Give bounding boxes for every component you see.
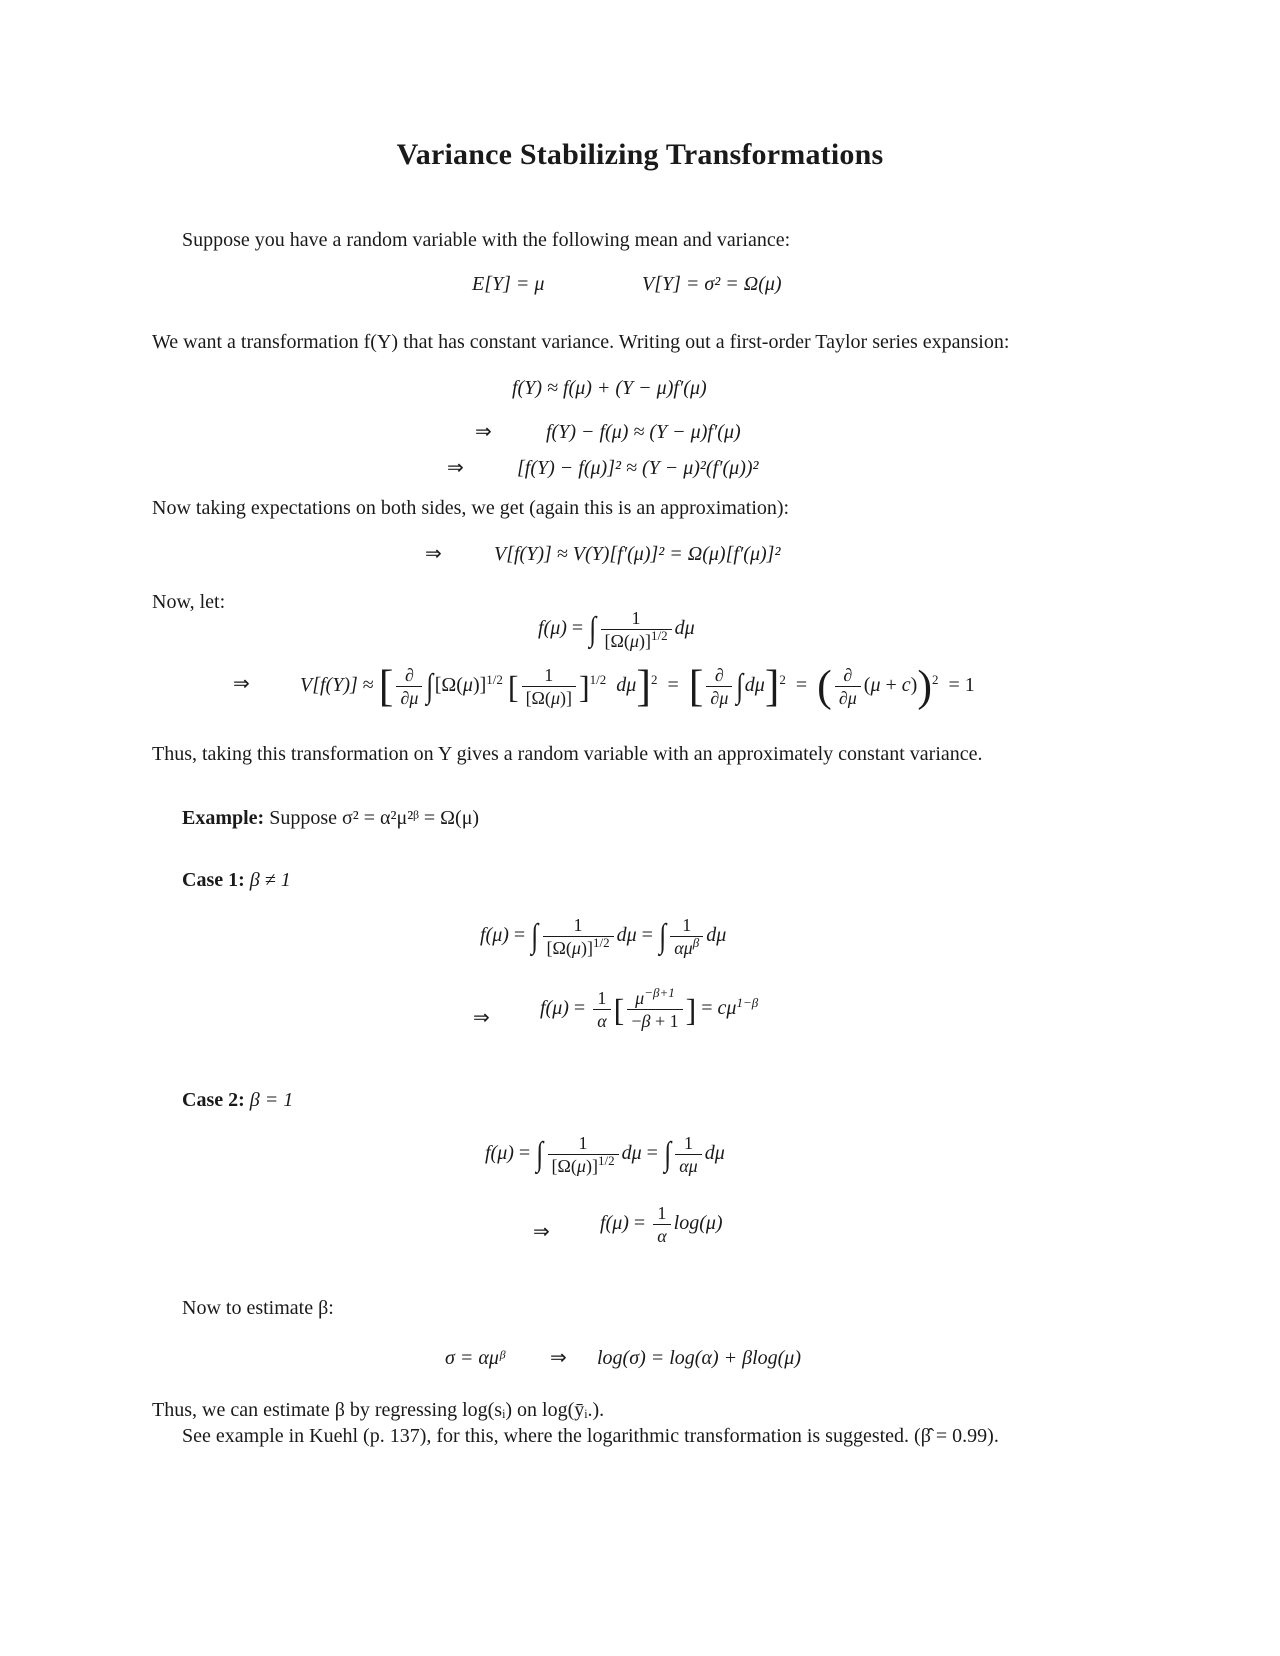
implies-arrow-7: ⇒	[550, 1347, 567, 1369]
case-1-condition: β ≠ 1	[249, 869, 291, 891]
constant-variance-derivation: V[f(Y)] ≈ [ $\frac{\partial}{\partial\mu}$ $\int[\Omega(\mu)]^{1/2}$ [ $\frac{1}{[\Omega(\mu)]}$ ]$^{1/2}$ dμ]$^2$ = [ $\frac{\partial}{\partial\mu}$ ∫dμ]$^2$ = ( $\frac{\partial}{\partial\mu}$ (μ + c))$^2$ = 1	[300, 661, 975, 711]
estimate-beta-label: Now to estimate β:	[182, 1297, 334, 1319]
estimate-equation-right: log(σ) = log(α) + βlog(μ)	[597, 1347, 801, 1369]
equation-mean: E[Y] = μ	[472, 273, 545, 295]
case-1-heading	[182, 868, 291, 892]
intro-paragraph: Suppose you have a random variable with the following mean and variance:	[182, 229, 791, 251]
taylor-line-1: f(Y) ≈ f(μ) + (Y − μ)f′(μ)	[512, 377, 707, 399]
variance-approx-equation: V[f(Y)] ≈ V(Y)[f′(μ)]² = Ω(μ)[f′(μ)]²	[494, 543, 781, 565]
equation-variance: V[Y] = σ² = Ω(μ)	[642, 273, 782, 295]
implies-arrow-4: ⇒	[233, 673, 250, 695]
taylor-line-2: f(Y) − f(μ) ≈ (Y − μ)f′(μ)	[546, 421, 741, 443]
taylor-line-3: [f(Y) − f(μ)]² ≈ (Y − μ)²(f′(μ))²	[517, 457, 759, 479]
f-mu-definition: f(μ) = ∫ $\frac{1}{[\Omega(\mu)]^{1/2}}$ dμ	[538, 608, 695, 651]
implies-arrow-1: ⇒	[475, 421, 492, 443]
reference-paragraph: See example in Kuehl (p. 137), for this, where the logarithmic transformation is suggested. (β̂ = 0.99).	[182, 1425, 999, 1447]
implies-arrow-5: ⇒	[473, 1007, 490, 1029]
case-1-integral: f(μ) = ∫ $\frac{1}{[\Omega(\mu)]^{1/2}}$ dμ = ∫ $\frac{1}{\alpha\mu^\beta}$ dμ	[480, 915, 727, 958]
thus-paragraph-1: Thus, taking this transformation on Y gives a random variable with an approximately constant variance.	[152, 743, 983, 765]
page-title: Variance Stabilizing Transformations	[396, 138, 884, 171]
case-2-result: f(μ) = $\frac{1}{\alpha}$ log(μ)	[600, 1203, 723, 1246]
case-2-heading	[182, 1088, 293, 1112]
implies-arrow-3: ⇒	[425, 543, 442, 565]
case-1-label: Case 1:	[182, 869, 245, 891]
case-2-label: Case 2:	[182, 1089, 245, 1111]
now-let-label: Now, let:	[152, 591, 226, 613]
example-line	[182, 806, 479, 830]
case-2-integral: f(μ) = ∫ $\frac{1}{[\Omega(\mu)]^{1/2}}$ dμ = ∫ $\frac{1}{\alpha\mu}$ dμ	[485, 1133, 725, 1176]
implies-arrow-2: ⇒	[447, 457, 464, 479]
transformation-paragraph: We want a transformation f(Y) that has constant variance. Writing out a first-order Taylor series expansion:	[152, 331, 1010, 353]
case-2-condition: β = 1	[249, 1089, 294, 1111]
thus-paragraph-2: Thus, we can estimate β by regressing log(sᵢ) on log(ȳᵢ.).	[152, 1399, 605, 1421]
estimate-equation-left: σ = αμᵝ	[445, 1347, 505, 1369]
implies-arrow-6: ⇒	[533, 1221, 550, 1243]
expectation-paragraph: Now taking expectations on both sides, we get (again this is an approximation):	[152, 497, 790, 519]
example-text: Suppose σ² = α²μ²ᵝ = Ω(μ)	[269, 807, 480, 829]
case-1-result: f(μ) = $\frac{1}{\alpha}$ [ $\frac{\mu^{-\beta+1}}{-\beta + 1}$ ] = $c\mu^{1-\beta}$	[540, 984, 759, 1031]
example-label: Example:	[182, 807, 265, 829]
